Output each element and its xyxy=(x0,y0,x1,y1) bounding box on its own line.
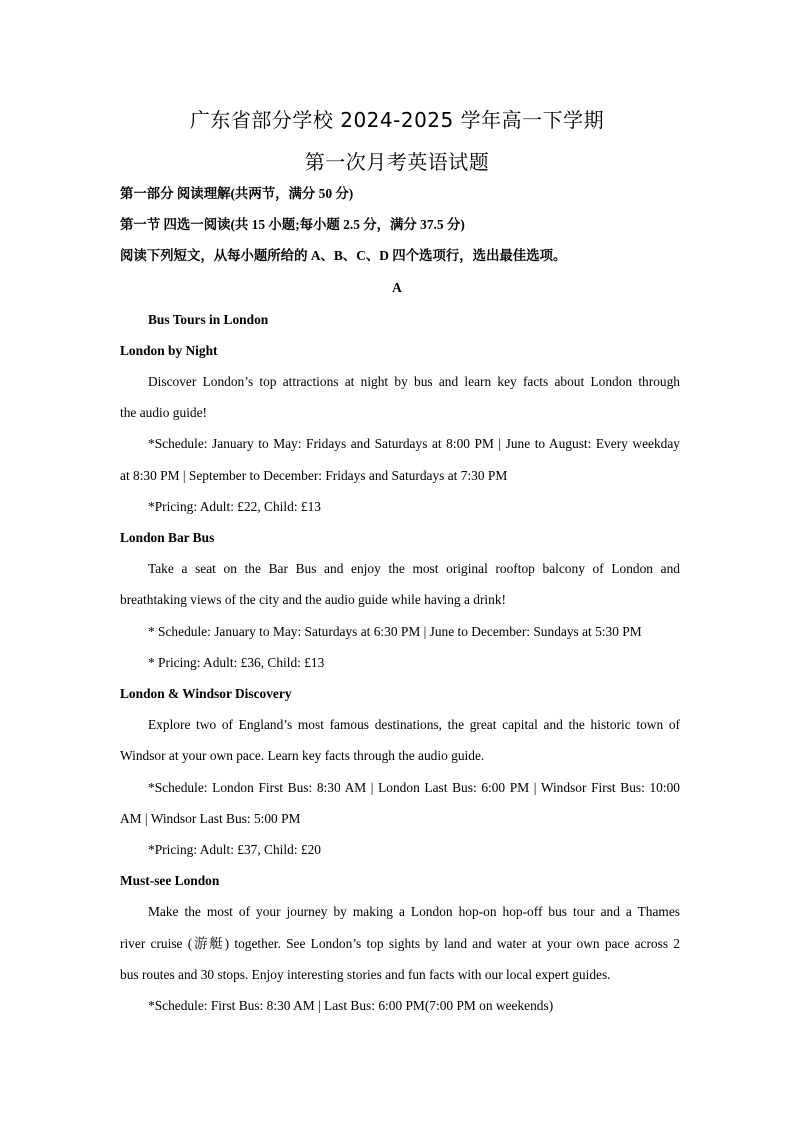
exam-title: 广东省部分学校 2024-2025 学年高一下学期 xyxy=(189,108,605,132)
tour-schedule-mustsee: *Schedule: First Bus: 8:30 AM | Last Bus: 6:00 PM(7:00 PM on weekends) xyxy=(148,998,554,1013)
tour-schedule-bar: * Schedule: January to May: Saturdays at 6:30 PM | June to December: Sundays at 5:30 PM xyxy=(148,624,642,639)
tour-schedule-night-line2: at 8:30 PM | September to December: Fridays and Saturdays at 7:30 PM xyxy=(120,468,508,483)
tour-desc-windsor-line1: Explore two of England’s most famous destinations, the great capital and the historic town of xyxy=(148,717,680,732)
tour-pricing-bar: * Pricing: Adult: £36, Child: £13 xyxy=(148,655,325,670)
tour-schedule-windsor-line2: AM | Windsor Last Bus: 5:00 PM xyxy=(120,811,301,826)
passage-title: Bus Tours in London xyxy=(148,312,269,327)
tour-schedule-night-line1: *Schedule: January to May: Fridays and Saturdays at 8:00 PM | June to August: Every weekday xyxy=(148,436,680,451)
part-heading: 第一部分 阅读理解(共两节，满分 50 分) xyxy=(120,186,354,201)
tour-desc-bar-line2: breathtaking views of the city and the audio guide while having a drink! xyxy=(120,592,506,607)
tour-desc-night-line1: Discover London’s top attractions at night by bus and learn key facts about London through xyxy=(148,374,680,389)
tour-pricing-windsor: *Pricing: Adult: £37, Child: £20 xyxy=(148,842,321,857)
section-heading: 第一节 四选一阅读(共 15 小题;每小题 2.5 分，满分 37.5 分) xyxy=(120,217,465,232)
tour-desc-mustsee-line1: Make the most of your journey by making a London hop-on hop-off bus tour and a Thames xyxy=(148,904,680,919)
tour-heading-bar: London Bar Bus xyxy=(120,530,215,545)
instructions: 阅读下列短文，从每小题所给的 A、B、C、D 四个选项行，选出最佳选项。 xyxy=(120,248,567,263)
tour-desc-mustsee-line3: bus routes and 30 stops. Enjoy interesting stories and fun facts with our local expert guides. xyxy=(120,967,611,982)
tour-heading-mustsee: Must-see London xyxy=(120,873,220,888)
tour-desc-mustsee-line2: river cruise (游艇) together. See London’s top sights by land and water at your own pace across 2 xyxy=(120,936,680,951)
tour-heading-windsor: London & Windsor Discovery xyxy=(120,686,292,701)
passage-letter: A xyxy=(392,280,402,295)
exam-subtitle: 第一次月考英语试题 xyxy=(304,150,490,174)
tour-desc-bar-line1: Take a seat on the Bar Bus and enjoy the most original rooftop balcony of London and xyxy=(148,561,680,576)
tour-heading-night: London by Night xyxy=(120,343,218,358)
tour-pricing-night: *Pricing: Adult: £22, Child: £13 xyxy=(148,499,321,514)
tour-schedule-windsor-line1: *Schedule: London First Bus: 8:30 AM | London Last Bus: 6:00 PM | Windsor First Bus: 10:00 xyxy=(148,780,680,795)
tour-desc-windsor-line2: Windsor at your own pace. Learn key facts through the audio guide. xyxy=(120,748,485,763)
tour-desc-night-line2: the audio guide! xyxy=(120,405,208,420)
